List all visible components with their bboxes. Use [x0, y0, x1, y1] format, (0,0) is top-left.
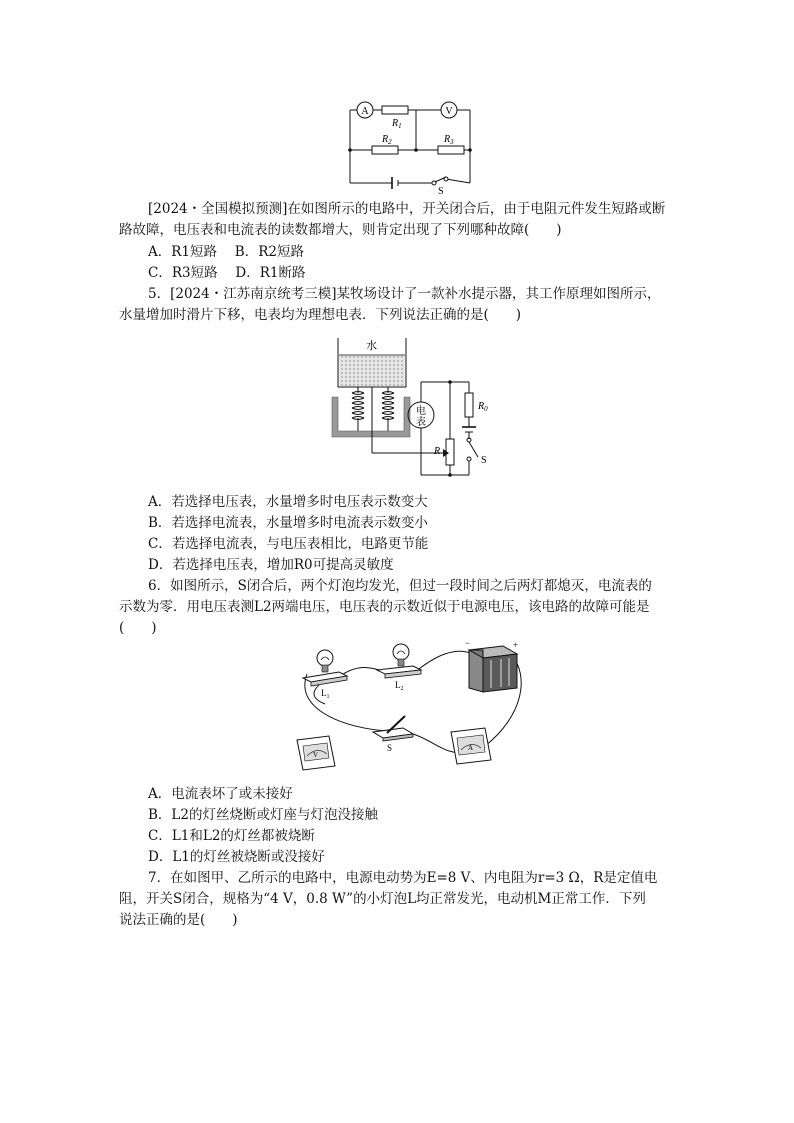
- meter-label-1: 电: [416, 406, 426, 417]
- svg-text:L1: $L_1$: [321, 688, 330, 700]
- battery-minus: −: [465, 638, 471, 648]
- q4-line1: [2024・全国模拟预测]在如图所示的电路中，开关闭合后，由于电阻元件发生短路或断: [148, 201, 666, 217]
- meter-label-2: 表: [416, 417, 426, 428]
- ammeter-label: A: [361, 106, 369, 117]
- q6-line2: 示数为零．用电压表测L2两端电压，电压表的示数近似于电源电压，该电路的故障可能是: [119, 599, 650, 615]
- svg-text:R1: $R_1$: [392, 118, 402, 130]
- switch-label-2: S: [481, 455, 487, 466]
- q5-option-d: D．若选择电压表，增加R0可提高灵敏度: [148, 557, 394, 573]
- switch-label-3: S: [387, 743, 393, 753]
- r0-label: R: [478, 401, 485, 412]
- q5-option-c: C．若选择电流表，与电压表相比，电路更节能: [148, 536, 429, 552]
- switch-label: S: [438, 186, 444, 195]
- q4-option-ab: A．R1短路 B．R2短路: [148, 244, 304, 260]
- battery-plus: +: [513, 640, 519, 650]
- q4-line2: 路故障，电压表和电流表的读数都增大，则肯定出现了下列哪种故障( ): [119, 222, 562, 238]
- r3-label: R: [444, 134, 451, 145]
- voltmeter-dial-label: V: [313, 751, 319, 759]
- q5-line1: 5．[2024・江苏南京统考三模]某牧场设计了一款补水提示器，其工作原理如图所示，: [148, 286, 661, 302]
- q6-option-d: D．L1的灯丝被烧断或没接好: [148, 849, 325, 865]
- q5-line2: 水量增加时滑片下移，电表均为理想电表．下列说法正确的是( ): [119, 307, 522, 323]
- q6-option-a: A．电流表坏了或未接好: [148, 786, 293, 802]
- q4-option-cd: C．R3短路 D．R1断路: [148, 265, 306, 281]
- q5-option-a: A．若选择电压表，水量增多时电压表示数变大: [148, 494, 428, 510]
- svg-text:R2: $R_2$: [382, 134, 392, 146]
- rheostat-label: R: [434, 446, 441, 457]
- circuit-figure-1: [340, 95, 480, 195]
- svg-text:R3: $R_3$: [444, 134, 454, 146]
- l2-label: L: [395, 680, 401, 690]
- circuit-figure-2: [328, 335, 500, 480]
- q7-line1: 7．在如图甲、乙所示的电路中，电源电动势为E=8 V、内电阻为r=3 Ω，R是定值电: [148, 870, 658, 886]
- svg-text:R0: $R_0$: [478, 401, 488, 413]
- ammeter-dial-label: A: [468, 744, 474, 752]
- q7-line2: 阻，开关S闭合，规格为“4 V，0.8 W”的小灯泡L均正常发光，电动机M正常工作．下列: [119, 891, 646, 907]
- water-label: 水: [366, 340, 377, 352]
- q6-line1: 6．如图所示，S闭合后，两个灯泡均发光，但过一段时间之后两灯都熄灭，电流表的: [148, 578, 652, 594]
- voltmeter-label: V: [445, 106, 453, 117]
- circuit-figure-3: [295, 636, 530, 776]
- q6-line3: ( ): [119, 620, 157, 636]
- svg-text:L2: $L_2$: [395, 680, 404, 692]
- r2-label: R: [382, 134, 389, 145]
- q6-option-b: B．L2的灯丝烧断或灯座与灯泡没接触: [148, 807, 378, 823]
- q5-option-b: B．若选择电流表，水量增多时电流表示数变小: [148, 515, 428, 531]
- r1-label: R: [392, 118, 399, 129]
- q6-option-c: C．L1和L2的灯丝都被烧断: [148, 828, 315, 844]
- l1-label: L: [321, 688, 327, 698]
- q7-line3: 说法正确的是( ): [119, 912, 238, 928]
